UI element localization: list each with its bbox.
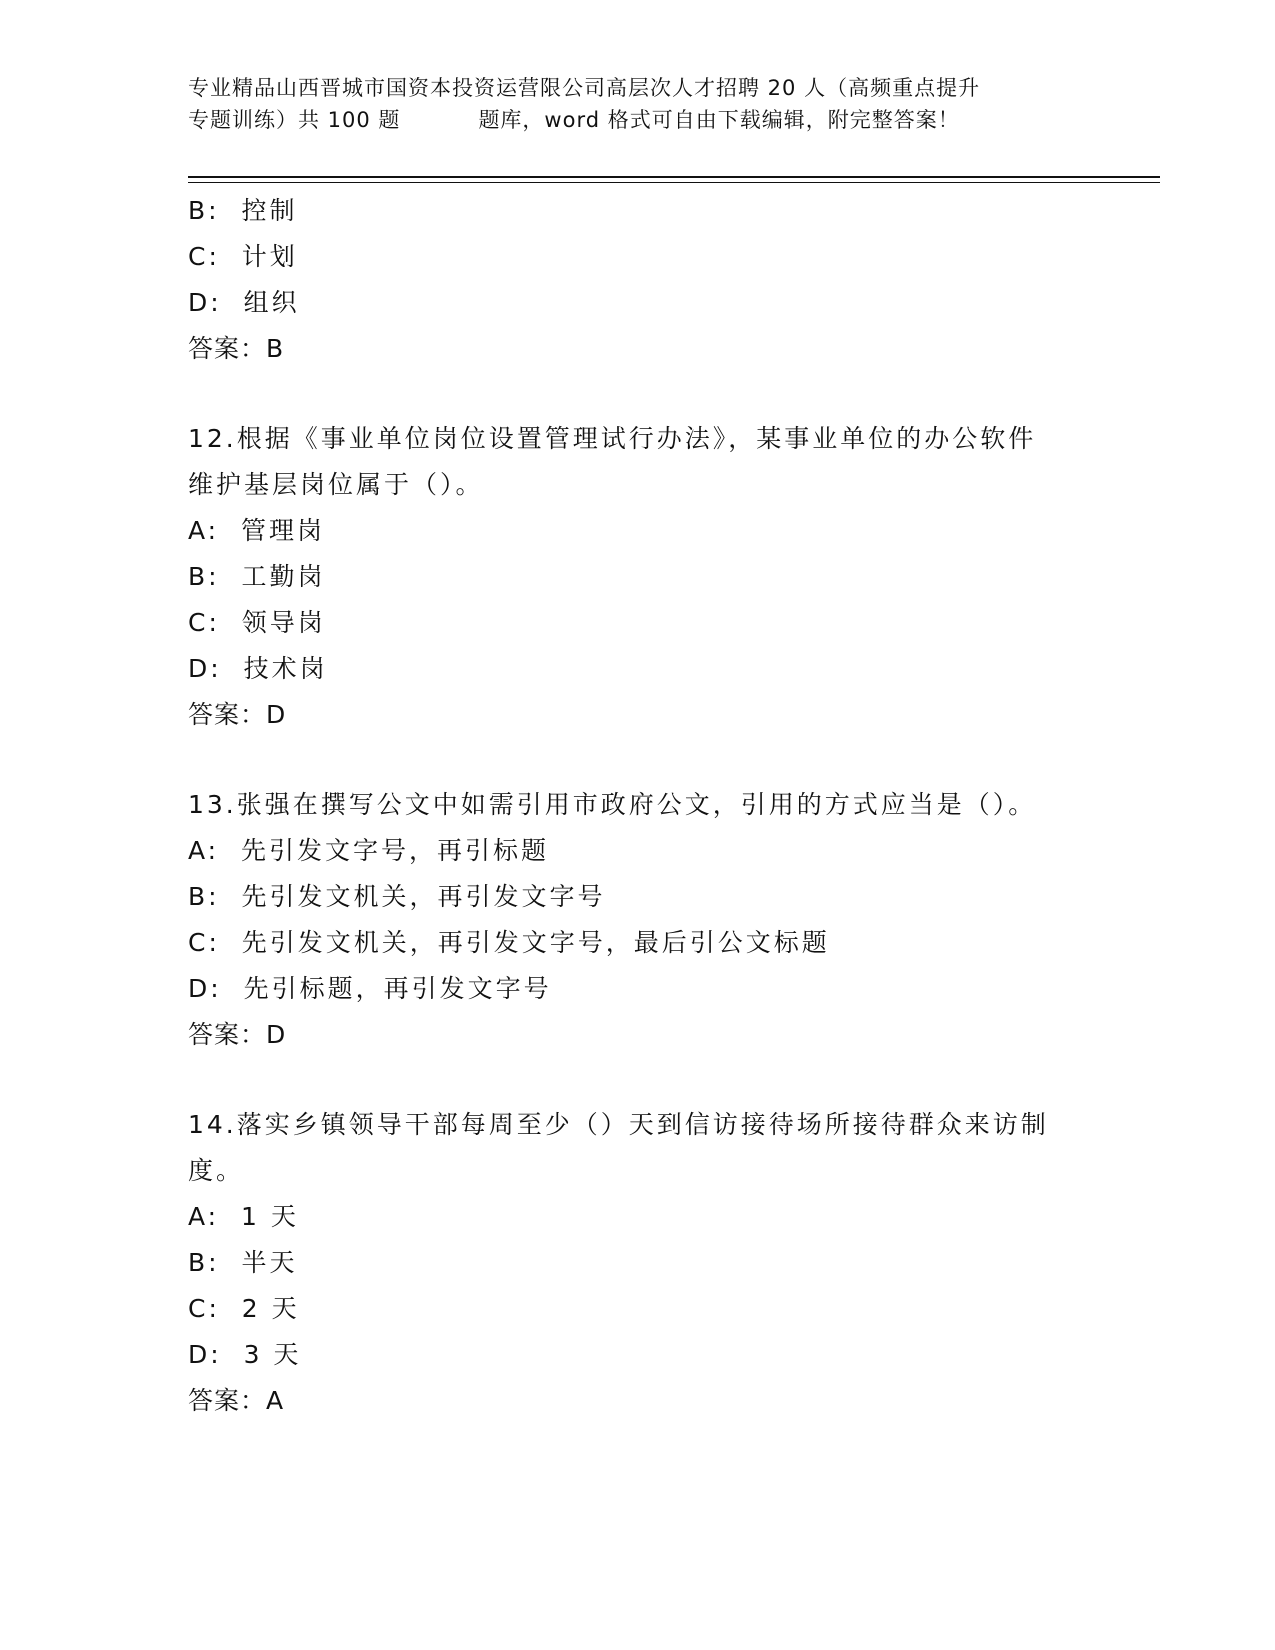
question-stem-line-1: 14.落实乡镇领导干部每周至少（）天到信访接待场所接待群众来访制 bbox=[188, 1110, 1049, 1139]
answer-line: 答案：A bbox=[188, 1386, 285, 1415]
option-a: A: 管理岗 bbox=[188, 516, 325, 545]
answer-line: 答案：D bbox=[188, 1020, 287, 1049]
option-b: B: 控制 bbox=[188, 196, 298, 225]
question-stem-line-2: 度。 bbox=[188, 1156, 245, 1185]
question-list bbox=[188, 188, 1088, 1424]
option-d: D: 先引标题，再引发文字号 bbox=[188, 974, 552, 1003]
header-title-part-2: 题库，word 格式可自由下载编辑，附完整答案！ bbox=[478, 108, 960, 132]
header-divider-thick bbox=[188, 176, 1160, 178]
answer-line: 答案：B bbox=[188, 334, 285, 363]
option-d: D: 技术岗 bbox=[188, 654, 328, 683]
header-title-part-1: 专题训练）共 100 题 bbox=[188, 108, 401, 132]
option-c: C: 2 天 bbox=[188, 1294, 300, 1323]
header-title-line-2 bbox=[188, 104, 1088, 136]
option-a: A: 1 天 bbox=[188, 1202, 299, 1231]
question-12 bbox=[188, 416, 1088, 738]
question-stem-line-1: 13.张强在撰写公文中如需引用市政府公文，引用的方式应当是（）。 bbox=[188, 790, 1037, 819]
question-11 bbox=[188, 188, 1088, 372]
option-a: A: 先引发文字号，再引标题 bbox=[188, 836, 549, 865]
option-d: D: 3 天 bbox=[188, 1340, 302, 1369]
option-d: D: 组织 bbox=[188, 288, 300, 317]
question-stem-line-2: 维护基层岗位属于（）。 bbox=[188, 470, 484, 499]
option-b: B: 工勤岗 bbox=[188, 562, 326, 591]
option-c: C: 领导岗 bbox=[188, 608, 326, 637]
option-c: C: 计划 bbox=[188, 242, 298, 271]
question-13 bbox=[188, 782, 1088, 1058]
question-14 bbox=[188, 1102, 1088, 1424]
header-divider-thin bbox=[188, 182, 1160, 183]
document-header bbox=[188, 72, 1088, 136]
question-stem-line-1: 12.根据《事业单位岗位设置管理试行办法》，某事业单位的办公软件 bbox=[188, 424, 1037, 453]
header-title-line-1: 专业精品山西晋城市国资本投资运营限公司高层次人才招聘 20 人（高频重点提升 bbox=[188, 76, 981, 100]
option-b: B: 先引发文机关，再引发文字号 bbox=[188, 882, 606, 911]
option-c: C: 先引发文机关，再引发文字号，最后引公文标题 bbox=[188, 928, 830, 957]
option-b: B: 半天 bbox=[188, 1248, 298, 1277]
answer-line: 答案：D bbox=[188, 700, 287, 729]
